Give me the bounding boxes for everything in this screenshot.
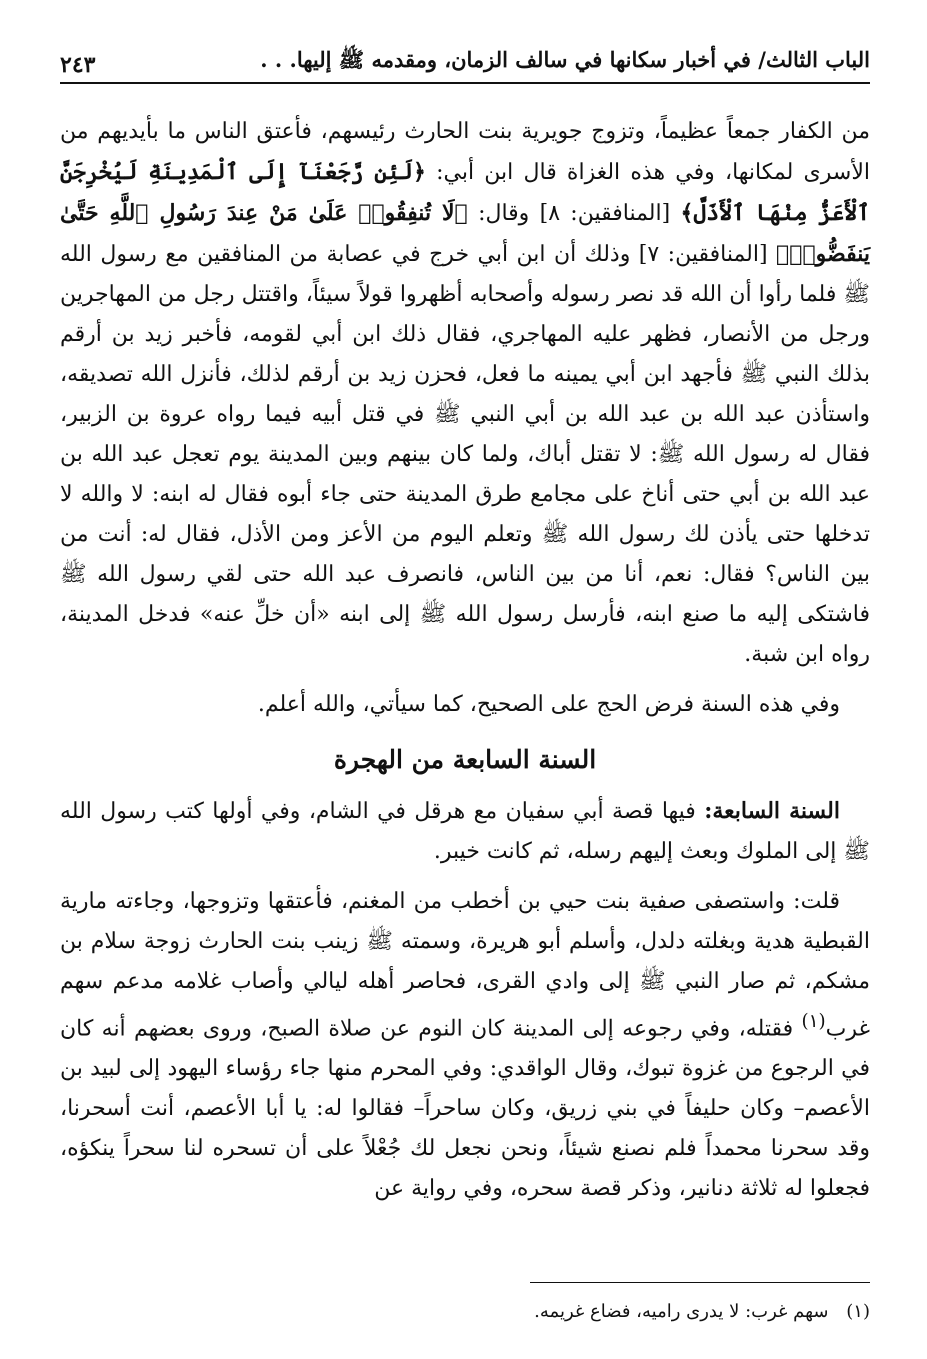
quran-quote-2: ﴿لَا تُنفِقُوا۟ عَلَىٰ مَنْ عِندَ رَسُولِ ٱللَّهِ حَتَّىٰ يَنفَضُّوا۟﴾ [60,200,870,267]
quran-reference-1: [المنافقين: ٨] وقال: [478,201,671,226]
paragraph-1-text: من الكفار جمعاً عظيماً، وتزوج جويرية بنت الحارث رئيسهم، فأعتق الناس ما بأيديهم من الأسرى لمكانها، وفي هذه الغزاة قال ابن أبي: [60,119,870,185]
paragraph-4 [60,882,870,1209]
paragraph-1-rest: [المنافقين: ٧] وذلك أن ابن أبي خرج في عصابة من المنافقين مع رسول الله ﷺ فلما رأوا أن الله قد نصر رسوله وأصحابه أظهروا قولاً سيئاً، واقتتل رجل من المهاجرين ورجل من الأنصار، فظهر عليه المهاجري، فقال ذلك ابن أبي لقومه، فأخبر زيد بن أرقم بذلك النبي ﷺ فأجهد ابن أبي يمينه ما فعل، فحزن زيد بن أرقم لذلك، فأنزل الله تصديقه، واستأذن عبد الله بن عبد الله بن أبي النبي ﷺ في قتل أبيه فيما رواه عروة بن الزبير، فقال له رسول الله ﷺ: لا تقتل أباك، ولما كان بينهم وبين المدينة يوم تعجل عبد الله بن عبد الله بن أبي حتى أناخ على مجامع طرق المدينة حتى جاء أبوه فقال له ابنه: لا والله لا تدخلها حتى يأذن لك رسول الله ﷺ وتعلم اليوم من الأعز ومن الأذل، فقال له: أنت من بين الناس؟ فقال: نعم، أنا من بين الناس، فانصرف عبد الله حتى لقي رسول الله ﷺ فاشتكى إليه ما صنع ابنه، فأرسل رسول الله ﷺ إلى ابنه «أن خلِّ عنه» فدخل المدينة، رواه ابن شبة. [60,242,870,667]
section-heading: السنة السابعة من الهجرة [333,745,597,774]
footnote-text: سهم غرب: لا يدرى راميه، فضاع غريمه. [534,1301,829,1322]
footnote-number: (١) [846,1301,870,1322]
paragraph-4-text-b: فقتله، وفي رجوعه إلى المدينة كان النوم عن صلاة الصبح، وروى بعضهم أنه كان في الرجوع من غزوة تبوك، وقال الواقدي: وفي المحرم منها جاء رؤساء اليهود إلى لبيد بن الأعصم– وكان حليفاً في بني زريق، وكان ساحراً– فقالوا له: يا أبا الأعصم، أنت أسحرنا، وقد سحرنا محمداً فلم نصنع شيئاً، ونحن نجعل لك جُعْلاً على أن تسحره لنا سحراً ينكؤه، فجعلوا له ثلاثة دنانير، وذكر قصة سحره، وفي رواية عن [60,1016,870,1202]
footnote-divider [530,1282,870,1283]
footnote [60,1298,870,1326]
paragraph-3-lead: السنة السابعة: [704,798,840,824]
paragraph-1 [60,112,870,675]
paragraph-4-text-a: قلت: واستصفى صفية بنت حيي بن أخطب من المغنم، فأعتقها وتزوجها، وجاءته مارية القبطية هدية وبغلته دلدل، وأسلم أبو هريرة، وسمته ﷺ زينب بنت الحارث زوجة سلام بن مشكم، ثم صار النبي ﷺ إلى وادي القرى، فحاصر أهله ليالي وأصاب غلامه مدعم سهم غرب [60,889,870,1042]
paragraph-3-text: فيها قصة أبي سفيان مع هرقل في الشام، وفي أولها كتب رسول الله ﷺ إلى الملوك وبعث إليهم رسله، ثم كانت خيبر. [60,799,870,864]
footnote-marker: (١) [801,1011,826,1032]
page-number: ٢٤٣ [60,52,96,78]
running-header [60,36,870,84]
quran-quote-1: ﴿لَئِن رَّجَعْنَآ إِلَى ٱلْمَدِينَةِ لَيُخْرِجَنَّ ٱلْأَعَزُّ مِنْهَا ٱلْأَذَلَّ﴾ [60,159,870,226]
book-page [60,36,870,1326]
paragraph-3 [60,791,870,872]
body-text [60,112,870,1209]
chapter-title: الباب الثالث/ في أخبار سكانها في سالف الزمان، ومقدمه ﷺ إليها. . . [260,47,870,72]
paragraph-2: وفي هذه السنة فرض الحج على الصحيح، كما سيأتي، والله أعلم. [257,692,840,717]
